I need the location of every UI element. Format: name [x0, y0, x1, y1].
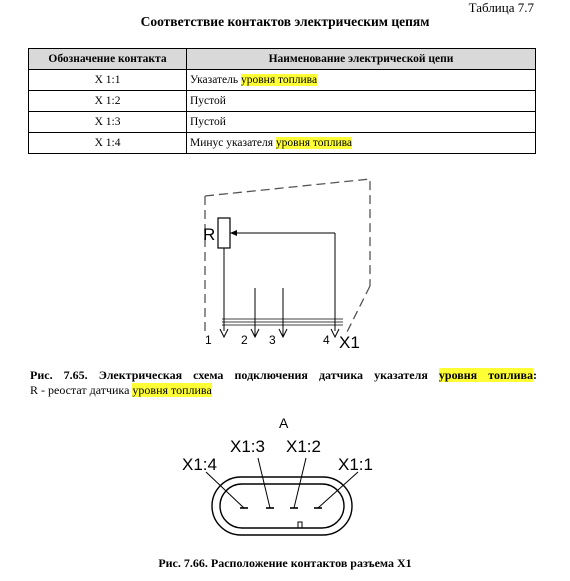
cell-contact: X 1:1 [29, 70, 187, 91]
pin-label-1: 1 [205, 333, 212, 347]
pin-label-3: 3 [269, 333, 276, 347]
pin-label-4: 4 [323, 333, 330, 347]
circuit-highlight: уровня топлива [241, 74, 318, 86]
figure-7-66 [176, 412, 396, 552]
contacts-table [28, 48, 536, 154]
circuit-highlight: уровня топлива [275, 137, 352, 149]
table-row [29, 112, 536, 133]
connector-diagram [176, 412, 396, 547]
cell-contact: X 1:4 [29, 133, 187, 154]
resistor-label: R [203, 225, 216, 244]
table-number: Таблица 7.7 [468, 0, 534, 15]
header-contact: Обозначение контакта [29, 49, 187, 70]
table-header-row [29, 49, 536, 70]
figure-7-65 [195, 176, 375, 361]
pin-label-x1-2: X1:2 [286, 437, 321, 456]
resistor-symbol [218, 218, 230, 248]
cell-contact: X 1:3 [29, 112, 187, 133]
connector-housing-inner [220, 484, 344, 528]
circuit-text: Пустой [190, 95, 226, 107]
sensor-housing-outline [205, 179, 370, 336]
figure-7-65-legend [30, 383, 212, 398]
table-row [29, 70, 536, 91]
connector-side-label: A [279, 415, 289, 431]
cell-circuit [187, 70, 536, 91]
caption-end: : [533, 368, 537, 382]
cell-circuit [187, 133, 536, 154]
connector-key-notch [298, 522, 302, 528]
figure-7-66-caption: Рис. 7.66. Расположение контактов разъема X1 [158, 556, 412, 570]
pin-label-x1-1: X1:1 [338, 455, 373, 474]
cell-circuit [187, 112, 536, 133]
header-circuit: Наименование электрической цепи [187, 49, 536, 70]
table-row [29, 91, 536, 112]
caption-highlight: уровня топлива [438, 368, 533, 382]
caption-text: Рис. 7.65. Электрическая схема подключения датчика указателя [30, 368, 439, 382]
figure-7-65-caption [30, 368, 537, 383]
legend-text: R - реостат датчика [30, 383, 133, 397]
pin-label-x1-3: X1:3 [230, 437, 265, 456]
circuit-text: Указатель [190, 74, 241, 86]
legend-highlight: уровня топлива [132, 383, 212, 397]
pin-label-x1-4: X1:4 [182, 455, 217, 474]
circuit-text: Пустой [190, 116, 226, 128]
wiper-arrow-icon [230, 230, 237, 236]
leader-x1-2 [294, 458, 306, 508]
leader-x1-3 [258, 458, 270, 508]
cell-circuit [187, 91, 536, 112]
table-row [29, 133, 536, 154]
cell-contact: X 1:2 [29, 91, 187, 112]
connector-label: X1 [339, 333, 360, 352]
schematic-diagram [195, 176, 375, 356]
table-title: Соответствие контактов электрическим цепям [140, 14, 430, 29]
circuit-text: Минус указателя [190, 137, 276, 149]
pin-label-2: 2 [241, 333, 248, 347]
